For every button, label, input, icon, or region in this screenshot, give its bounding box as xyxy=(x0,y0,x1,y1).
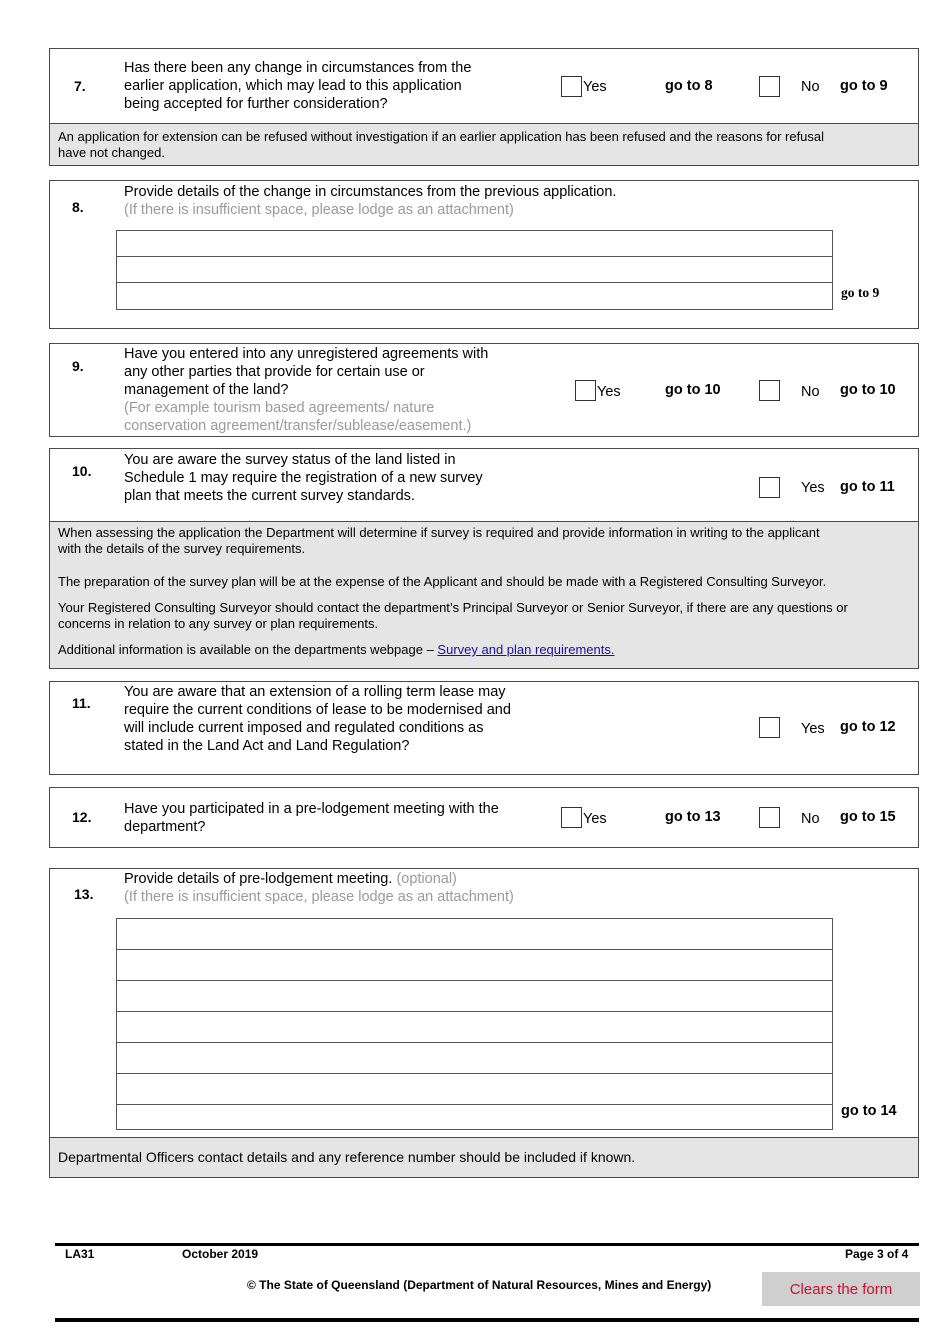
q10-note: When assessing the application the Department will determine if survey is required and provide information in writing to the applicant with the details of the survey requirements. The preparation of the survey plan will be at the expense of the Applicant and should be made with a Registered Consulting Surveyor. Your Registered Consulting Surveyor should contact the department’s Principal Surveyor or Senior Surveyor, if there are any questions or concerns in relation to any survey or plan requirements. Additional information is available on the departments webpage – Survey and plan requirements. xyxy=(49,521,919,669)
question-text: Provide details of the change in circumstances from the previous application. (If there is insufficient space, please lodge as an attachment) xyxy=(124,184,617,218)
footer-top-rule xyxy=(55,1243,919,1246)
q12-no-label: No xyxy=(801,811,820,827)
question-10-box xyxy=(49,448,919,525)
q8-details-field[interactable] xyxy=(116,230,833,310)
question-11-box xyxy=(49,681,919,775)
q10-yes-label: Yes xyxy=(801,480,825,496)
q13-goto: go to 14 xyxy=(841,1103,897,1119)
q7-yes-checkbox[interactable] xyxy=(561,76,582,97)
survey-requirements-link[interactable]: Survey and plan requirements. xyxy=(437,642,615,657)
q11-yes-label: Yes xyxy=(801,721,825,737)
form-date: October 2019 xyxy=(182,1247,259,1261)
question-number: 13. xyxy=(74,886,94,902)
question-text: Provide details of pre-lodgement meeting. (optional) (If there is insufficient space, please lodge as an attachment) xyxy=(124,871,514,905)
q10-yes-checkbox[interactable] xyxy=(759,477,780,498)
page-number: Page 3 of 4 xyxy=(845,1247,909,1261)
q9-no-goto: go to 10 xyxy=(840,382,896,398)
question-number: 10. xyxy=(72,463,92,479)
q7-yes-label: Yes xyxy=(583,79,607,95)
q9-yes-label: Yes xyxy=(597,384,621,400)
q9-no-checkbox[interactable] xyxy=(759,380,780,401)
q13-details-field[interactable] xyxy=(116,918,833,1130)
question-number: 9. xyxy=(72,358,84,374)
question-8-box xyxy=(49,180,919,329)
q9-yes-checkbox[interactable] xyxy=(575,380,596,401)
question-13-box xyxy=(49,868,919,1138)
clear-form-button[interactable]: Clears the form xyxy=(762,1272,920,1306)
q7-no-goto: go to 9 xyxy=(840,78,888,94)
q12-yes-label: Yes xyxy=(583,811,607,827)
question-number: 12. xyxy=(72,809,92,825)
q7-note: An application for extension can be refused without investigation if an earlier application has been refused and the reasons for refusal have not changed. xyxy=(49,123,919,166)
q7-no-checkbox[interactable] xyxy=(759,76,780,97)
question-text: Have you participated in a pre-lodgement meeting with the department? xyxy=(124,801,499,835)
question-text: Has there been any change in circumstances from the earlier application, which may lead to this application being accepted for further consideration? xyxy=(124,60,472,112)
question-text: You are aware the survey status of the land listed in Schedule 1 may require the registration of a new survey plan that meets the current survey standards. xyxy=(124,452,483,504)
q11-yes-checkbox[interactable] xyxy=(759,717,780,738)
form-code: LA31 xyxy=(65,1247,95,1261)
q9-no-label: No xyxy=(801,384,820,400)
q10-yes-goto: go to 11 xyxy=(840,479,895,495)
q12-yes-goto: go to 13 xyxy=(665,809,721,825)
copyright: © The State of Queensland (Department of Natural Resources, Mines and Energy) xyxy=(247,1278,712,1292)
q12-no-goto: go to 15 xyxy=(840,809,896,825)
q7-no-label: No xyxy=(801,79,820,95)
question-number: 7. xyxy=(74,78,86,94)
question-12-box xyxy=(49,787,919,848)
question-text: You are aware that an extension of a rolling term lease may require the current conditions of lease to be modernised and will include current imposed and regulated conditions as stated in the Land Act and Land Regulation? xyxy=(124,684,511,754)
q12-no-checkbox[interactable] xyxy=(759,807,780,828)
q12-yes-checkbox[interactable] xyxy=(561,807,582,828)
question-text: Have you entered into any unregistered agreements with any other parties that provide for certain use or management of the land? (For example tourism based agreements/ nature conservation agreement/transfer/sublease/easement.) xyxy=(124,346,489,434)
footer-bottom-rule xyxy=(55,1318,919,1322)
q8-goto: go to 9 xyxy=(841,285,880,300)
question-number: 8. xyxy=(72,199,84,215)
q7-yes-goto: go to 8 xyxy=(665,78,713,94)
q9-yes-goto: go to 10 xyxy=(665,382,721,398)
question-number: 11. xyxy=(72,695,91,711)
question-9-box xyxy=(49,343,919,437)
q11-yes-goto: go to 12 xyxy=(840,719,896,735)
question-7-box xyxy=(49,48,919,124)
q13-note: Departmental Officers contact details and any reference number should be included if known. xyxy=(49,1137,919,1178)
